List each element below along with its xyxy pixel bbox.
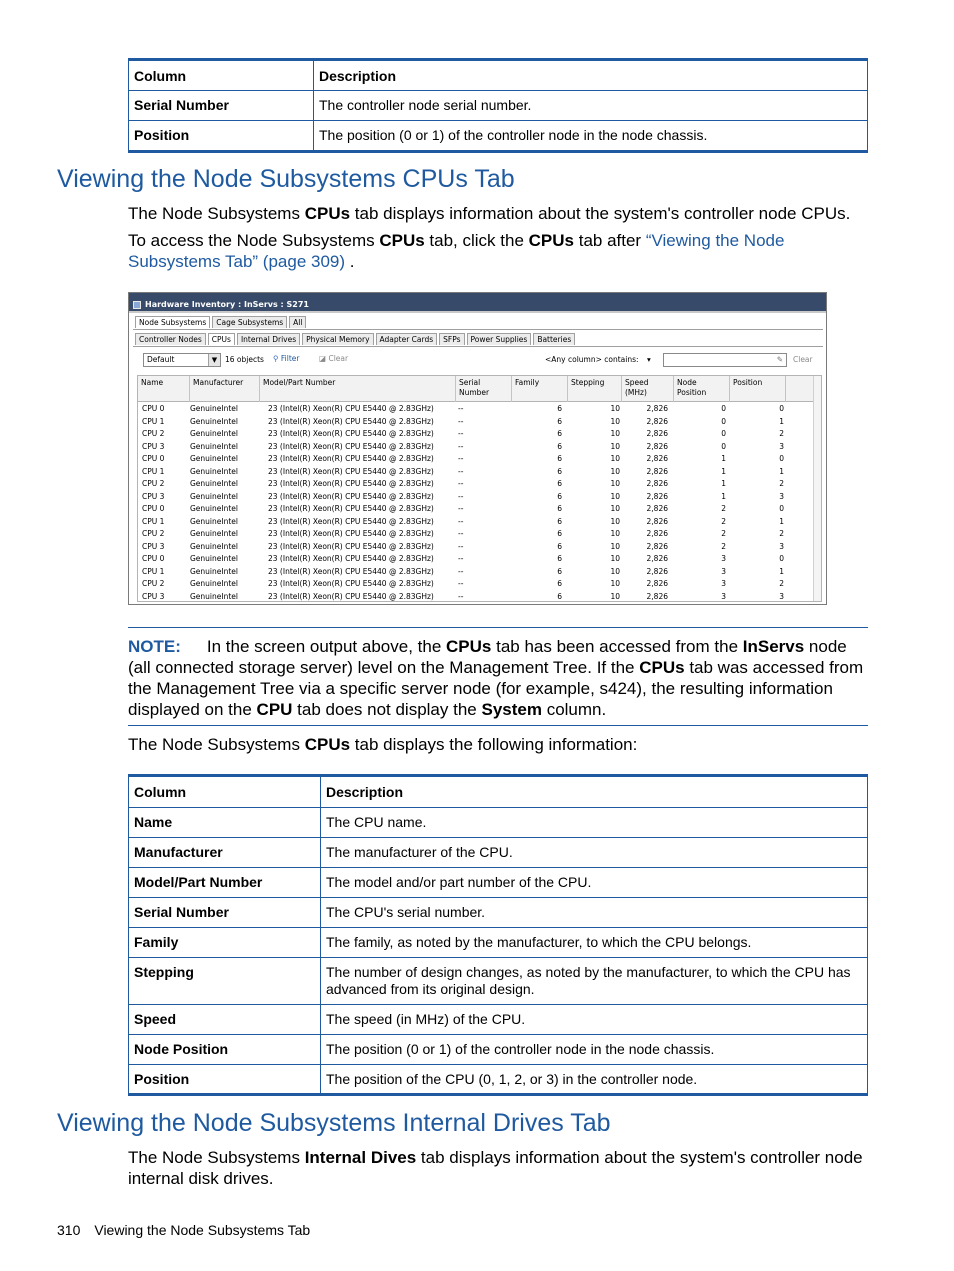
clear-filter-button[interactable]	[319, 354, 348, 363]
grid-cell: 2,826	[646, 529, 668, 538]
grid-row[interactable]	[138, 453, 821, 466]
grid-cell: 2,826	[646, 491, 668, 501]
text-span: tab has been accessed from the	[491, 637, 743, 656]
grid-cell: 23 (Intel(R) Xeon(R) CPU E5440 @ 2.83GHz)	[268, 491, 434, 501]
grid-cell: 23 (Intel(R) Xeon(R) CPU E5440 @ 2.83GHz)	[268, 454, 434, 463]
grid-cell: 2,826	[646, 541, 668, 551]
grid-cell: 2,826	[646, 416, 668, 426]
grid-column-header[interactable]: Serial Number	[456, 376, 512, 402]
grid-cell: CPU 0	[142, 404, 165, 413]
grid-cell: 3	[779, 441, 784, 451]
text-span: tab displays information about the system's controller node CPUs.	[350, 204, 851, 223]
grid-cell: 1	[721, 479, 726, 488]
table-row	[129, 838, 868, 868]
grid-cell: CPU 1	[142, 516, 165, 526]
table-cell-key: Speed	[129, 1005, 321, 1035]
table-cell-key: Node Position	[129, 1035, 321, 1065]
table-header-description: Description	[314, 60, 868, 91]
grid-cell: 2	[721, 504, 726, 513]
preset-select[interactable]	[143, 353, 221, 367]
grid-cell: 3	[779, 541, 784, 551]
tab-strip-top	[135, 316, 308, 328]
grid-cell: 23 (Intel(R) Xeon(R) CPU E5440 @ 2.83GHz)	[268, 591, 434, 601]
grid-cell: 10	[610, 454, 620, 463]
table-row	[129, 1065, 868, 1095]
grid-cell: 6	[557, 466, 562, 476]
grid-cell: 0	[721, 429, 726, 438]
grid-cell: --	[458, 591, 464, 601]
tab-sfps[interactable]: SFPs	[439, 333, 464, 345]
grid-cell: 1	[721, 454, 726, 463]
grid-cell: 3	[779, 491, 784, 501]
grid-cell: CPU 1	[142, 416, 165, 426]
grid-cell: CPU 2	[142, 429, 165, 438]
table-row	[129, 898, 868, 928]
grid-cell: 6	[557, 454, 562, 463]
grid-cell: 23 (Intel(R) Xeon(R) CPU E5440 @ 2.83GHz)	[268, 404, 434, 413]
bold-span: Internal Dives	[304, 1148, 417, 1167]
column-select-value: <Any column> contains:	[545, 355, 639, 364]
tab-cpus[interactable]: CPUs	[208, 333, 235, 345]
grid-cell: CPU 3	[142, 441, 165, 451]
grid-cell: 1	[779, 566, 784, 576]
grid-cell: 10	[610, 441, 620, 451]
grid-row[interactable]	[138, 428, 821, 441]
grid-cell: --	[458, 454, 464, 463]
eraser-icon: ◪	[319, 354, 327, 363]
grid-cell: 10	[610, 416, 620, 426]
text-span: .	[345, 252, 355, 271]
grid-cell: 23 (Intel(R) Xeon(R) CPU E5440 @ 2.83GHz)	[268, 579, 434, 588]
table-cell-desc: The controller node serial number.	[314, 91, 868, 121]
text-span: tab displays information about the system's controller node internal disk drives.	[128, 1148, 863, 1188]
grid-cell: 6	[557, 591, 562, 601]
paragraph	[128, 230, 868, 272]
grid-cell: GenuineIntel	[190, 416, 238, 426]
paragraph	[128, 734, 868, 755]
page-footer	[57, 1222, 310, 1238]
grid-cell: 0	[779, 454, 784, 463]
grid-cell: 23 (Intel(R) Xeon(R) CPU E5440 @ 2.83GHz)	[268, 416, 434, 426]
section-heading-internal-drives: Viewing the Node Subsystems Internal Drives Tab	[57, 1109, 611, 1137]
bold-span: CPUs	[304, 204, 351, 223]
subtab-divider	[133, 346, 823, 347]
grid-cell: 2,826	[646, 566, 668, 576]
grid-cell: 1	[779, 516, 784, 526]
grid-cell: 6	[557, 404, 562, 413]
table-row	[129, 928, 868, 958]
table-header-description: Description	[321, 776, 868, 808]
table-header-column: Column	[129, 60, 314, 91]
grid-cell: GenuineIntel	[190, 504, 238, 513]
tab-adapter-cards[interactable]: Adapter Cards	[376, 333, 438, 345]
grid-column-header[interactable]: Model/Part Number	[260, 376, 456, 402]
table-cell-desc: The position of the CPU (0, 1, 2, or 3) in the controller node.	[321, 1065, 868, 1095]
grid-cell: 6	[557, 479, 562, 488]
grid-cell: 23 (Intel(R) Xeon(R) CPU E5440 @ 2.83GHz)	[268, 554, 434, 563]
filter-toolbar	[143, 353, 819, 367]
grid-cell: 3	[779, 591, 784, 601]
grid-row[interactable]	[138, 541, 821, 554]
grid-cell: 23 (Intel(R) Xeon(R) CPU E5440 @ 2.83GHz)	[268, 466, 434, 476]
filter-text-input[interactable]	[663, 353, 787, 367]
grid-cell: 6	[557, 491, 562, 501]
section-heading-cpus: Viewing the Node Subsystems CPUs Tab	[57, 165, 515, 193]
grid-cell: GenuineIntel	[190, 541, 238, 551]
table-cell-desc: The manufacturer of the CPU.	[321, 838, 868, 868]
grid-cell: 10	[610, 479, 620, 488]
bold-span: CPUs	[528, 231, 574, 250]
grid-cell: 6	[557, 441, 562, 451]
grid-cell: 6	[557, 416, 562, 426]
grid-row[interactable]	[138, 478, 821, 491]
table-cell-key: Model/Part Number	[129, 868, 321, 898]
grid-cell: 6	[557, 541, 562, 551]
grid-cell: 10	[610, 541, 620, 551]
hardware-inventory-screenshot	[128, 292, 827, 605]
grid-cell: 0	[721, 441, 726, 451]
grid-cell: 1	[779, 416, 784, 426]
table-cell-key: Family	[129, 928, 321, 958]
grid-cell: GenuineIntel	[190, 429, 238, 438]
tab-internal-drives[interactable]: Internal Drives	[237, 333, 300, 345]
grid-column-header[interactable]: Family	[512, 376, 568, 402]
text-span: The Node Subsystems	[128, 735, 305, 754]
grid-row[interactable]	[138, 591, 821, 604]
grid-cell: --	[458, 504, 464, 513]
table-row	[129, 1005, 868, 1035]
note-box	[128, 627, 868, 726]
filter-label: Filter	[280, 354, 300, 363]
grid-cell: 3	[721, 566, 726, 576]
grid-cell: 10	[610, 566, 620, 576]
grid-row[interactable]	[138, 416, 821, 429]
bold-span: CPU	[256, 700, 293, 719]
tab-batteries[interactable]: Batteries	[533, 333, 575, 345]
grid-cell: CPU 1	[142, 466, 165, 476]
grid-cell: 10	[610, 591, 620, 601]
grid-row[interactable]	[138, 403, 821, 416]
grid-cell: CPU 0	[142, 504, 165, 513]
grid-row[interactable]	[138, 441, 821, 454]
grid-cell: CPU 0	[142, 454, 165, 463]
grid-cell: GenuineIntel	[190, 516, 238, 526]
grid-cell: 2,826	[646, 516, 668, 526]
grid-row[interactable]	[138, 566, 821, 579]
grid-cell: --	[458, 416, 464, 426]
text-span: To access the Node Subsystems	[128, 231, 380, 250]
grid-cell: 23 (Intel(R) Xeon(R) CPU E5440 @ 2.83GHz)	[268, 566, 434, 576]
grid-cell: 2,826	[646, 404, 668, 413]
grid-column-header[interactable]: Speed (MHz)	[622, 376, 674, 402]
grid-cell: 2,826	[646, 591, 668, 601]
note-label: NOTE:	[128, 637, 181, 656]
grid-cell: 2	[779, 529, 784, 538]
clear-label: Clear	[328, 354, 349, 363]
grid-cell: CPU 2	[142, 579, 165, 588]
grid-cell: GenuineIntel	[190, 479, 238, 488]
object-count: 16 objects	[225, 355, 264, 364]
column-table-top	[128, 58, 868, 153]
grid-cell: 3	[721, 591, 726, 601]
grid-cell: GenuineIntel	[190, 566, 238, 576]
grid-cell: 3	[721, 579, 726, 588]
grid-cell: GenuineIntel	[190, 491, 238, 501]
table-row	[129, 958, 868, 1005]
table-cell-key: Stepping	[129, 958, 321, 1005]
grid-cell: 2	[779, 579, 784, 588]
table-cell-key: Position	[129, 1065, 321, 1095]
bold-span: InServs	[742, 637, 805, 656]
grid-cell: 23 (Intel(R) Xeon(R) CPU E5440 @ 2.83GHz)	[268, 441, 434, 451]
grid-cell: 6	[557, 579, 562, 588]
tab-divider	[133, 329, 823, 330]
grid-cell: CPU 0	[142, 554, 165, 563]
grid-cell: 10	[610, 579, 620, 588]
table-cell-key: Serial Number	[129, 898, 321, 928]
grid-row[interactable]	[138, 553, 821, 566]
paragraph	[128, 203, 868, 224]
grid-cell: GenuineIntel	[190, 554, 238, 563]
grid-cell: --	[458, 429, 464, 438]
text-span: tab after	[574, 231, 646, 250]
grid-cell: 6	[557, 529, 562, 538]
grid-cell: 6	[557, 566, 562, 576]
text-span: tab does not display the	[292, 700, 482, 719]
grid-cell: 2,826	[646, 579, 668, 588]
grid-cell: 10	[610, 404, 620, 413]
grid-column-header[interactable]: Position	[730, 376, 786, 402]
grid-cell: 1	[721, 491, 726, 501]
grid-cell: 23 (Intel(R) Xeon(R) CPU E5440 @ 2.83GHz)	[268, 529, 434, 538]
table-cell-desc: The speed (in MHz) of the CPU.	[321, 1005, 868, 1035]
table-cell-desc: The CPU's serial number.	[321, 898, 868, 928]
text-span: tab was accessed from the Management Tree via a specific server node (for example, s424), the resulting information displayed on the	[128, 658, 864, 719]
grid-cell: 2	[721, 516, 726, 526]
vertical-scrollbar[interactable]	[813, 376, 821, 601]
grid-cell: 2,826	[646, 429, 668, 438]
grid-column-header[interactable]: Node Position	[674, 376, 730, 402]
grid-cell: --	[458, 479, 464, 488]
grid-cell: CPU 1	[142, 566, 165, 576]
cpu-grid	[137, 375, 822, 602]
table-cell-key: Serial Number	[129, 91, 314, 121]
text-span: In the screen output above, the	[206, 637, 447, 656]
grid-cell: --	[458, 491, 464, 501]
grid-cell: 23 (Intel(R) Xeon(R) CPU E5440 @ 2.83GHz)	[268, 504, 434, 513]
tab-node-subsystems[interactable]: Node Subsystems	[135, 316, 210, 328]
table-cell-desc: The CPU name.	[321, 808, 868, 838]
grid-cell: 1	[721, 466, 726, 476]
filter-button[interactable]	[273, 354, 299, 363]
bold-span: CPUs	[379, 231, 425, 250]
grid-cell: GenuineIntel	[190, 529, 238, 538]
grid-cell: 1	[779, 466, 784, 476]
grid-row[interactable]	[138, 466, 821, 479]
grid-cell: GenuineIntel	[190, 404, 238, 413]
grid-cell: 2,826	[646, 454, 668, 463]
grid-cell: --	[458, 566, 464, 576]
search-icon: ✎	[776, 355, 783, 364]
grid-cell: 6	[557, 504, 562, 513]
text-span: The Node Subsystems	[128, 204, 305, 223]
grid-cell: 6	[557, 429, 562, 438]
window-titlebar	[129, 293, 826, 313]
grid-cell: 0	[779, 554, 784, 563]
table-cell-key: Position	[129, 121, 314, 152]
grid-cell: CPU 2	[142, 529, 165, 538]
grid-cell: GenuineIntel	[190, 466, 238, 476]
grid-cell: 2,826	[646, 479, 668, 488]
grid-cell: 2,826	[646, 554, 668, 563]
grid-cell: 0	[779, 504, 784, 513]
grid-row[interactable]	[138, 491, 821, 504]
text-span: column.	[541, 700, 607, 719]
tab-power-supplies[interactable]: Power Supplies	[467, 333, 532, 345]
grid-cell: 2	[721, 541, 726, 551]
text-span: tab displays the following information:	[350, 735, 638, 754]
filter-icon: ⚲	[273, 354, 279, 363]
table-cell-desc: The position (0 or 1) of the controller node in the node chassis.	[321, 1035, 868, 1065]
preset-value: Default	[147, 355, 175, 364]
grid-cell: 2	[779, 479, 784, 488]
grid-row[interactable]	[138, 528, 821, 541]
tab-cage-subsystems[interactable]: Cage Subsystems	[212, 316, 287, 328]
window-icon	[133, 301, 141, 309]
grid-cell: --	[458, 579, 464, 588]
grid-column-header[interactable]: Name	[138, 376, 190, 402]
bold-span: CPUs	[304, 735, 351, 754]
tab-physical-memory[interactable]: Physical Memory	[302, 333, 373, 345]
bold-span: System	[481, 700, 542, 719]
bold-span: CPUs	[446, 637, 492, 656]
grid-cell: 2,826	[646, 504, 668, 513]
table-cell-key: Manufacturer	[129, 838, 321, 868]
column-table-cpus	[128, 774, 868, 1096]
grid-cell: 10	[610, 466, 620, 476]
text-span: The Node Subsystems	[128, 1148, 305, 1167]
grid-cell: CPU 2	[142, 479, 165, 488]
tab-all[interactable]: All	[289, 316, 306, 328]
table-cell-desc: The family, as noted by the manufacturer, to which the CPU belongs.	[321, 928, 868, 958]
grid-cell: GenuineIntel	[190, 454, 238, 463]
tab-controller-nodes[interactable]: Controller Nodes	[135, 333, 206, 345]
grid-cell: GenuineIntel	[190, 591, 238, 601]
grid-cell: 10	[610, 504, 620, 513]
grid-cell: GenuineIntel	[190, 579, 238, 588]
grid-cell: 6	[557, 554, 562, 563]
grid-row[interactable]	[138, 516, 821, 529]
grid-cell: 0	[721, 404, 726, 413]
window-title: Hardware Inventory : InServs : S271	[145, 300, 309, 309]
grid-column-header[interactable]: Stepping	[568, 376, 622, 402]
table-row	[129, 1035, 868, 1065]
bold-span: CPUs	[639, 658, 685, 677]
grid-cell: --	[458, 441, 464, 451]
column-select[interactable]	[545, 355, 651, 364]
grid-cell: 23 (Intel(R) Xeon(R) CPU E5440 @ 2.83GHz)	[268, 541, 434, 551]
grid-cell: 10	[610, 529, 620, 538]
chevron-down-icon: ▾	[646, 355, 651, 364]
grid-cell: 2	[721, 529, 726, 538]
grid-cell: 6	[557, 516, 562, 526]
grid-cell: 2	[779, 429, 784, 438]
grid-cell: 0	[721, 416, 726, 426]
tab-strip-sub	[135, 333, 577, 345]
text-span: tab, click the	[424, 231, 529, 250]
grid-row[interactable]	[138, 578, 821, 591]
paragraph	[128, 1147, 868, 1189]
grid-cell: --	[458, 466, 464, 476]
grid-cell: 2,826	[646, 466, 668, 476]
table-cell-desc: The model and/or part number of the CPU.	[321, 868, 868, 898]
chevron-down-icon: ▼	[208, 354, 220, 366]
grid-cell: 10	[610, 516, 620, 526]
grid-cell: 23 (Intel(R) Xeon(R) CPU E5440 @ 2.83GHz)	[268, 516, 434, 526]
grid-column-header[interactable]: Manufacturer	[190, 376, 260, 402]
grid-cell: --	[458, 554, 464, 563]
page-number: 310	[57, 1222, 81, 1238]
grid-cell: 0	[779, 404, 784, 413]
table-cell-key: Name	[129, 808, 321, 838]
grid-row[interactable]	[138, 503, 821, 516]
grid-cell: --	[458, 529, 464, 538]
table-row	[129, 808, 868, 838]
grid-cell: 2,826	[646, 441, 668, 451]
table-header-column: Column	[129, 776, 321, 808]
grid-cell: 23 (Intel(R) Xeon(R) CPU E5440 @ 2.83GHz)	[268, 479, 434, 488]
grid-cell: 3	[721, 554, 726, 563]
table-cell-desc: The number of design changes, as noted by the manufacturer, to which the CPU has advanced from its original design.	[321, 958, 868, 1005]
text-span: node (all connected storage server) level on the Management Tree. If the	[128, 637, 847, 677]
grid-cell: 10	[610, 554, 620, 563]
grid-cell: --	[458, 516, 464, 526]
grid-cell: 10	[610, 491, 620, 501]
grid-cell: 23 (Intel(R) Xeon(R) CPU E5440 @ 2.83GHz)	[268, 429, 434, 438]
grid-cell: --	[458, 404, 464, 413]
grid-cell: 10	[610, 429, 620, 438]
grid-cell: CPU 3	[142, 541, 165, 551]
grid-cell: CPU 3	[142, 491, 165, 501]
footer-title: Viewing the Node Subsystems Tab	[94, 1222, 311, 1238]
grid-cell: --	[458, 541, 464, 551]
grid-cell: CPU 3	[142, 591, 165, 601]
grid-header	[138, 376, 821, 402]
table-row	[129, 868, 868, 898]
cross-reference-link[interactable]: “Viewing the Node Subsystems Tab” (page 309)	[128, 231, 785, 271]
grid-cell: GenuineIntel	[190, 441, 238, 451]
table-cell-desc: The position (0 or 1) of the controller node in the node chassis.	[314, 121, 868, 152]
clear-search-button[interactable]: Clear	[793, 355, 813, 364]
